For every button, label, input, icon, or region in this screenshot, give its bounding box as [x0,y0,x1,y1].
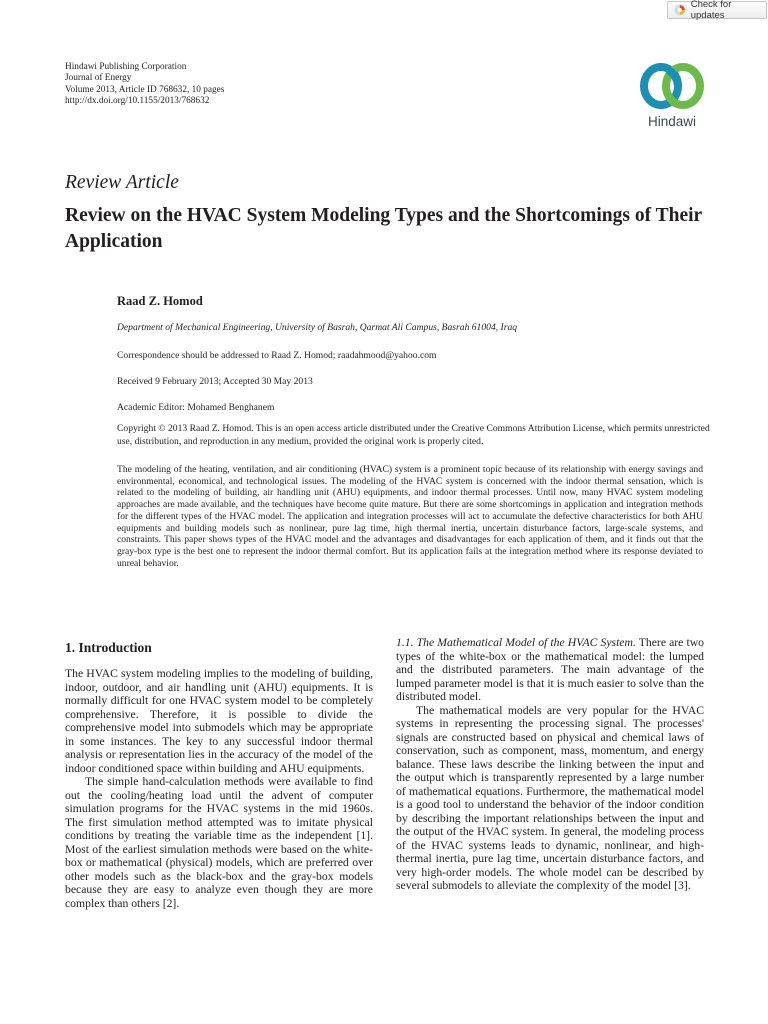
right-column [396,636,704,893]
left-column [65,640,373,910]
check-for-updates-icon [674,4,686,16]
copyright-notice: Copyright © 2013 Raad Z. Homod. This is an open access article distributed under the Creative Commons Attribution License, which permits unrestricted use, distribution, and reproduction in any medium, provided the original work is properly cited. [117,423,710,447]
journal-header [65,62,224,107]
article-type: Review Article [65,172,179,193]
paper-title: Review on the HVAC System Modeling Types and the Shortcomings of Their Application [65,205,702,252]
subsection-paragraph-1-text: There are two types of the white-box or the mathematical model: the lumped and the distributed parameters. The main advantage of the lumped parameter model is that it is much easier to solve than the distributed model. [396,636,704,703]
author-affiliation: Department of Mechanical Engineering, University of Basrah, Qarmat Ali Campus, Basrah 61004, Iraq [117,322,518,333]
intro-paragraph-2: The simple hand-calculation methods were available to find out the cooling/heating load until the advent of computer simulation programs for the HVAC systems in the mid 1960s. The first simulation method attempted was to imitate physical conditions by treating the variable time as the independent [1]. Most of the earliest simulation methods were based on the white-box or mathematical (physical) models, which are preferred over other models such as the black-box and the gray-box models because they are easy to analyze even though they are more complex than others [2]. [65,775,373,910]
abstract: The modeling of the heating, ventilation, and air conditioning (HVAC) system is a prominent topic because of its relationship with energy savings and environmental, economical, and technological issues. The modeling of the HVAC system is concerned with the indoor thermal sensation, which is related to the modeling of building, air handling unit (AHU) equipments, and indoor thermal processes. Until now, many HVAC system modeling approaches are made available, and the techniques have become quite mature. But there are some shortcomings in application and integration methods for the different types of the HVAC model. The application and integration processes will act to accumulate the defective characteristics for both AHU equipments and building models such as nonlinear, pure lag time, high thermal inertia, uncertain disturbance factors, large-scale systems, and constraints. This paper shows types of the HVAC model and the advantages and disadvantages for each application of them, and it finds out that the gray-box type is the best one to represent the indoor thermal comfort. But its application fails at the integration method where its response deviated to unreal behavior. [117,464,703,569]
volume-info: Volume 2013, Article ID 768632, 10 pages [65,84,225,95]
subsection-paragraph-1 [396,636,704,704]
check-for-updates-button[interactable] [667,1,767,19]
section-heading-introduction: 1. Introduction [65,640,152,655]
author-name: Raad Z. Homod [117,294,203,308]
academic-editor: Academic Editor: Mohamed Benghanem [117,402,275,413]
received-dates: Received 9 February 2013; Accepted 30 May 2013 [117,376,313,387]
hindawi-logo-icon [631,60,713,112]
hindawi-wordmark: Hindawi [647,114,697,129]
subsection-paragraph-2: The mathematical models are very popular for the HVAC systems in representing the processing signal. The processes' signals are constructed based on physical and chemical laws of conservation, such as component, mass, momentum, and energy balance. These laws describe the linking between the input and the output which is transparently represented by a large number of mathematical equations. Furthermore, the mathematical model is a good tool to understand the behavior of the indoor condition by describing the important relationships between the input and the output of the HVAC system. In general, the modeling process of the HVAC systems leads to dynamic, nonlinear, and high-thermal inertia, pure lag time, uncertain disturbance factors, and very high-order models. The whole model can be described by several submodels to alleviate the complexity of the model [3]. [396,703,704,892]
correspondence: Correspondence should be addressed to Raad Z. Homod; raadahmood@yahoo.com [117,350,437,361]
hindawi-logo [631,60,713,134]
doi-link[interactable]: http://dx.doi.org/10.1155/2013/768632 [65,95,210,106]
subsection-heading: 1.1. The Mathematical Model of the HVAC System. [396,636,636,649]
publisher-name: Hindawi Publishing Corporation [65,62,187,72]
intro-paragraph-1: The HVAC system modeling implies to the modeling of building, indoor, outdoor, and air handling unit (AHU) equipments. It is normally difficult for one HVAC system model to be completely comprehensive. Therefore, it is possible to divide the comprehensive model into submodels which may be appropriate in some instances. The key to any successful indoor thermal analysis or representation lies in the accuracy of the model of the indoor conditioned space within building and AHU equipments. [65,667,373,775]
check-for-updates-label: Check for updates [690,0,732,21]
journal-name: Journal of Energy [65,73,132,84]
